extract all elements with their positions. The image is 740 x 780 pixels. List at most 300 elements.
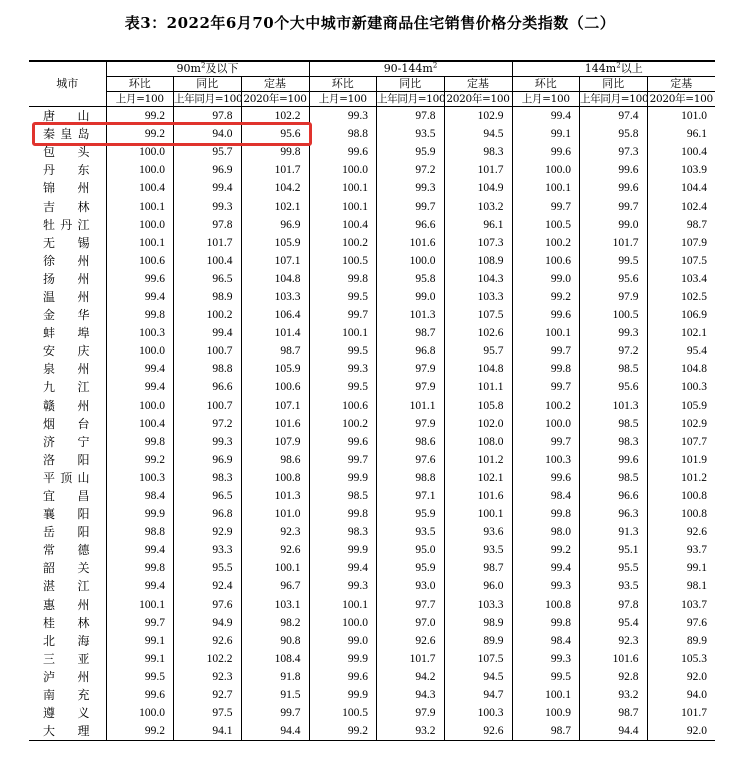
city-name: 丹东: [29, 161, 106, 179]
index-value: 102.1: [241, 197, 309, 215]
index-value: 93.2: [580, 686, 648, 704]
index-value: 100.2: [309, 234, 377, 252]
index-value: 92.0: [647, 722, 715, 741]
index-value: 100.0: [309, 614, 377, 632]
index-value: 97.7: [377, 596, 445, 614]
index-value: 99.0: [580, 216, 648, 234]
index-value: 99.4: [174, 324, 242, 342]
index-value: 100.3: [106, 469, 174, 487]
index-value: 96.1: [686, 128, 707, 141]
index-value: 100.6: [309, 397, 377, 415]
index-value: 99.1: [512, 125, 580, 143]
index-value: 95.9: [377, 559, 445, 577]
index-value: 100.0: [106, 161, 174, 179]
index-value: 95.4: [686, 345, 707, 358]
index-value: 99.2: [106, 107, 174, 126]
price-index-table: [29, 60, 715, 741]
index-value: 99.4: [106, 541, 174, 559]
index-value: 99.5: [106, 668, 174, 686]
index-value: 101.1: [377, 397, 445, 415]
index-value: 100.0: [106, 143, 174, 161]
index-value: 96.0: [444, 577, 512, 595]
index-value: 101.7: [444, 161, 512, 179]
index-value: 99.6: [309, 668, 377, 686]
index-value: 92.6: [444, 722, 512, 741]
index-value: 97.4: [580, 107, 648, 126]
index-value: 94.2: [377, 668, 445, 686]
column-header-type: 环比: [106, 77, 174, 92]
column-header-base: 2020年=100: [444, 92, 512, 107]
index-value: 99.8: [106, 559, 174, 577]
city-name: 三亚: [29, 650, 106, 668]
index-value: 94.4: [580, 722, 648, 741]
index-value: 100.1: [309, 197, 377, 215]
index-value: 98.5: [309, 487, 377, 505]
index-value: 97.2: [580, 342, 648, 360]
city-name: 锦州: [29, 179, 106, 197]
index-value: 99.5: [580, 252, 648, 270]
index-value: 95.6: [580, 270, 648, 288]
index-value: 100.1: [309, 324, 377, 342]
index-value: 100.6: [241, 378, 309, 396]
index-value: 102.9: [681, 417, 707, 430]
index-value: 99.4: [106, 288, 174, 306]
index-value: 99.1: [106, 632, 174, 650]
index-value: 97.9: [377, 360, 445, 378]
index-value: 103.2: [444, 197, 512, 215]
index-value: 101.7: [377, 650, 445, 668]
index-value: 99.4: [309, 559, 377, 577]
index-value: 100.3: [512, 451, 580, 469]
index-value: 94.3: [377, 686, 445, 704]
index-value: 107.5: [444, 650, 512, 668]
index-value: 100.6: [106, 252, 174, 270]
index-value: 95.6: [241, 125, 309, 143]
index-value: 92.3: [241, 523, 309, 541]
city-name: 秦皇岛: [29, 125, 106, 143]
index-value: 100.2: [174, 306, 242, 324]
index-value: 95.7: [444, 342, 512, 360]
column-header-city: 城市: [29, 61, 106, 107]
index-value: 107.3: [444, 234, 512, 252]
table-row: [29, 216, 715, 234]
column-header-base: 上月=100: [106, 92, 174, 107]
index-value: 99.2: [106, 451, 174, 469]
index-value: 107.9: [241, 433, 309, 451]
table-row: [29, 523, 715, 541]
index-value: 97.5: [174, 704, 242, 722]
index-value: 107.5: [681, 254, 707, 267]
index-value: 97.8: [580, 596, 648, 614]
city-name: 蚌埠: [29, 324, 106, 342]
index-value: 97.9: [377, 378, 445, 396]
index-value: 96.7: [241, 577, 309, 595]
index-value: 96.6: [377, 216, 445, 234]
index-value: 99.5: [309, 288, 377, 306]
city-name: 徐州: [29, 252, 106, 270]
index-value: 100.4: [681, 146, 707, 159]
table-row: [29, 596, 715, 614]
index-value: 100.1: [512, 179, 580, 197]
index-value: 100.1: [106, 596, 174, 614]
index-value: 93.5: [377, 125, 445, 143]
index-value: 95.8: [377, 270, 445, 288]
index-value: 100.6: [512, 252, 580, 270]
index-value: 100.4: [106, 179, 174, 197]
index-value: 100.4: [106, 415, 174, 433]
index-value: 105.9: [681, 399, 707, 412]
index-value: 100.2: [512, 234, 580, 252]
index-value: 103.3: [241, 288, 309, 306]
index-value: 100.0: [106, 342, 174, 360]
index-value: 99.0: [309, 632, 377, 650]
index-value: 98.7: [580, 704, 648, 722]
table-row: [29, 252, 715, 270]
index-value: 99.8: [241, 143, 309, 161]
index-value: 99.2: [512, 541, 580, 559]
index-value: 99.6: [580, 161, 648, 179]
index-value: 100.1: [309, 596, 377, 614]
table-row: [29, 306, 715, 324]
index-value: 100.1: [241, 559, 309, 577]
index-value: 108.0: [444, 433, 512, 451]
index-value: 99.9: [309, 469, 377, 487]
index-value: 98.0: [512, 523, 580, 541]
column-header-base: 上年同月=100: [377, 93, 446, 105]
index-value: 98.4: [512, 487, 580, 505]
index-value: 99.7: [512, 378, 580, 396]
index-value: 101.6: [377, 234, 445, 252]
index-value: 97.9: [377, 704, 445, 722]
index-value: 95.1: [580, 541, 648, 559]
city-name: 唐山: [29, 107, 106, 126]
column-header-base: 2020年=100: [647, 92, 715, 107]
column-header-type: 同比: [174, 77, 242, 92]
table-row: [29, 324, 715, 342]
index-value: 100.8: [512, 596, 580, 614]
index-value: 100.4: [309, 216, 377, 234]
column-header-base: 上月=100: [512, 92, 580, 107]
index-value: 102.4: [681, 200, 707, 213]
index-value: 101.7: [681, 707, 707, 720]
table-row: [29, 125, 715, 143]
index-value: 105.9: [241, 234, 309, 252]
index-value: 98.7: [377, 324, 445, 342]
city-name: 宜昌: [29, 487, 106, 505]
index-value: 100.5: [309, 704, 377, 722]
index-value: 94.5: [444, 125, 512, 143]
index-value: 103.3: [444, 596, 512, 614]
index-value: 99.7: [309, 451, 377, 469]
index-value: 97.9: [580, 288, 648, 306]
index-value: 94.5: [444, 668, 512, 686]
index-value: 107.7: [681, 435, 707, 448]
table-row: [29, 632, 715, 650]
index-value: 93.0: [377, 577, 445, 595]
index-value: 99.4: [174, 179, 242, 197]
city-name: 湛江: [29, 577, 106, 595]
index-value: 99.7: [512, 433, 580, 451]
index-value: 98.6: [377, 433, 445, 451]
index-value: 95.8: [580, 125, 648, 143]
index-value: 98.7: [241, 342, 309, 360]
index-value: 102.5: [681, 290, 707, 303]
index-value: 96.8: [377, 342, 445, 360]
table-row: [29, 469, 715, 487]
index-value: 99.4: [512, 107, 580, 126]
index-value: 100.5: [580, 306, 648, 324]
table-row: [29, 559, 715, 577]
index-value: 104.3: [444, 270, 512, 288]
index-value: 100.2: [512, 397, 580, 415]
index-value: 100.1: [512, 686, 580, 704]
index-value: 96.8: [174, 505, 242, 523]
city-name: 烟台: [29, 415, 106, 433]
index-value: 106.9: [681, 309, 707, 322]
index-value: 100.1: [106, 197, 174, 215]
index-value: 98.8: [174, 360, 242, 378]
index-value: 104.4: [681, 182, 707, 195]
index-value: 108.4: [241, 650, 309, 668]
index-value: 96.9: [241, 216, 309, 234]
index-value: 92.6: [241, 541, 309, 559]
table-row: [29, 614, 715, 632]
index-value: 98.7: [444, 559, 512, 577]
city-name: 泉州: [29, 360, 106, 378]
index-value: 99.7: [580, 197, 648, 215]
index-value: 99.8: [512, 505, 580, 523]
index-value: 99.3: [309, 107, 377, 126]
index-value: 99.7: [512, 342, 580, 360]
index-value: 97.0: [377, 614, 445, 632]
group-header: $90m^2$及以下: [106, 61, 309, 77]
city-name: 北海: [29, 632, 106, 650]
index-value: 96.9: [174, 451, 242, 469]
index-value: 101.0: [681, 110, 707, 123]
index-value: 99.6: [512, 469, 580, 487]
table-row: [29, 161, 715, 179]
index-value: 100.7: [174, 342, 242, 360]
index-value: 100.5: [309, 252, 377, 270]
index-value: 99.1: [106, 650, 174, 668]
index-value: 100.9: [512, 704, 580, 722]
index-value: 100.0: [106, 704, 174, 722]
index-value: 105.3: [681, 652, 707, 665]
index-value: 101.6: [241, 415, 309, 433]
index-value: 99.3: [377, 179, 445, 197]
group-header: $144m^2$以上: [512, 61, 715, 77]
index-value: 98.3: [580, 433, 648, 451]
city-name: 遵义: [29, 704, 106, 722]
index-value: 98.5: [580, 360, 648, 378]
table-row: [29, 378, 715, 396]
index-value: 104.2: [241, 179, 309, 197]
index-value: 99.2: [106, 125, 174, 143]
index-value: 99.3: [512, 650, 580, 668]
index-value: 100.7: [174, 397, 242, 415]
index-value: 93.5: [580, 577, 648, 595]
index-value: 100.1: [512, 324, 580, 342]
index-value: 104.9: [444, 179, 512, 197]
index-value: 99.9: [309, 541, 377, 559]
index-value: 99.7: [377, 197, 445, 215]
index-value: 92.4: [174, 577, 242, 595]
index-value: 99.6: [580, 179, 648, 197]
index-value: 101.3: [580, 397, 648, 415]
column-header-type: 环比: [309, 77, 377, 92]
index-value: 98.8: [309, 125, 377, 143]
index-value: 98.7: [686, 218, 707, 231]
index-value: 98.4: [106, 487, 174, 505]
city-name: 大理: [29, 722, 106, 741]
index-value: 92.3: [174, 668, 242, 686]
index-value: 100.4: [174, 252, 242, 270]
city-name: 金华: [29, 306, 106, 324]
index-value: 90.8: [241, 632, 309, 650]
index-value: 99.8: [309, 270, 377, 288]
index-value: 100.0: [106, 397, 174, 415]
index-value: 99.3: [174, 433, 242, 451]
table-row: [29, 433, 715, 451]
index-value: 98.5: [580, 415, 648, 433]
index-value: 99.9: [309, 650, 377, 668]
index-value: 95.5: [580, 559, 648, 577]
city-name: 牡丹江: [29, 216, 106, 234]
index-value: 102.2: [241, 107, 309, 126]
table-row: [29, 107, 715, 126]
index-value: 96.5: [174, 270, 242, 288]
city-name: 安庆: [29, 342, 106, 360]
index-value: 104.8: [444, 360, 512, 378]
city-name: 南充: [29, 686, 106, 704]
index-value: 101.7: [580, 234, 648, 252]
index-value: 91.3: [580, 523, 648, 541]
table-row: [29, 234, 715, 252]
index-value: 99.9: [106, 505, 174, 523]
index-value: 99.6: [309, 143, 377, 161]
index-value: 99.4: [106, 378, 174, 396]
index-value: 99.6: [580, 451, 648, 469]
city-name: 泸州: [29, 668, 106, 686]
index-value: 94.0: [686, 689, 707, 702]
index-value: 100.1: [106, 234, 174, 252]
index-value: 101.7: [241, 161, 309, 179]
index-value: 99.6: [512, 306, 580, 324]
index-value: 100.2: [309, 415, 377, 433]
index-value: 94.7: [444, 686, 512, 704]
column-header-base: 上年同月=100: [580, 93, 649, 105]
index-value: 98.6: [241, 451, 309, 469]
table-row: [29, 505, 715, 523]
index-value: 108.9: [444, 252, 512, 270]
index-value: 93.3: [174, 541, 242, 559]
city-name: 无锡: [29, 234, 106, 252]
index-value: 99.7: [241, 704, 309, 722]
index-value: 92.3: [580, 632, 648, 650]
index-value: 97.8: [174, 107, 242, 126]
city-name: 襄阳: [29, 505, 106, 523]
index-value: 101.2: [681, 471, 707, 484]
index-value: 100.8: [241, 469, 309, 487]
index-value: 96.3: [580, 505, 648, 523]
index-value: 103.9: [681, 164, 707, 177]
table-row: [29, 397, 715, 415]
column-header-type: 同比: [377, 77, 445, 92]
column-header-base: 上年同月=100: [174, 93, 243, 105]
index-value: 102.9: [444, 107, 512, 126]
table-row: [29, 668, 715, 686]
index-value: 94.0: [174, 125, 242, 143]
index-value: 99.6: [309, 433, 377, 451]
index-value: 99.1: [686, 562, 707, 575]
index-value: 93.6: [444, 523, 512, 541]
city-name: 温州: [29, 288, 106, 306]
column-header-type: 定基: [647, 77, 715, 92]
index-value: 97.8: [174, 216, 242, 234]
index-value: 101.3: [377, 306, 445, 324]
city-name: 岳阳: [29, 523, 106, 541]
index-value: 96.9: [174, 161, 242, 179]
index-value: 96.6: [174, 378, 242, 396]
city-name: 九江: [29, 378, 106, 396]
city-name: 洛阳: [29, 451, 106, 469]
index-value: 98.7: [512, 722, 580, 741]
index-value: 100.8: [681, 490, 707, 503]
index-value: 94.9: [174, 614, 242, 632]
column-header-type: 同比: [580, 77, 648, 92]
index-value: 95.0: [377, 541, 445, 559]
index-value: 100.1: [309, 179, 377, 197]
index-value: 99.6: [106, 686, 174, 704]
index-value: 101.9: [681, 453, 707, 466]
index-value: 97.6: [174, 596, 242, 614]
index-value: 98.8: [377, 469, 445, 487]
index-value: 92.8: [580, 668, 648, 686]
table-row: [29, 541, 715, 559]
index-value: 103.7: [681, 598, 707, 611]
index-value: 100.8: [681, 508, 707, 521]
index-value: 99.2: [106, 722, 174, 741]
index-value: 96.1: [444, 216, 512, 234]
index-value: 97.3: [580, 143, 648, 161]
index-value: 91.8: [241, 668, 309, 686]
city-name: 赣州: [29, 397, 106, 415]
city-name: 包头: [29, 143, 106, 161]
index-value: 99.3: [309, 577, 377, 595]
index-value: 99.5: [309, 342, 377, 360]
index-value: 99.3: [309, 360, 377, 378]
index-value: 94.4: [241, 722, 309, 741]
index-value: 99.5: [309, 378, 377, 396]
index-value: 92.9: [174, 523, 242, 541]
table-row: [29, 143, 715, 161]
city-name: 吉林: [29, 197, 106, 215]
index-value: 93.7: [686, 544, 707, 557]
index-value: 97.2: [174, 415, 242, 433]
index-value: 102.1: [444, 469, 512, 487]
index-value: 102.6: [444, 324, 512, 342]
index-value: 101.0: [241, 505, 309, 523]
index-value: 92.6: [377, 632, 445, 650]
index-value: 102.0: [444, 415, 512, 433]
index-value: 99.4: [106, 360, 174, 378]
index-value: 99.7: [309, 306, 377, 324]
index-value: 100.0: [106, 216, 174, 234]
index-value: 100.5: [512, 216, 580, 234]
table-row: [29, 577, 715, 595]
table-row: [29, 270, 715, 288]
index-value: 107.9: [681, 236, 707, 249]
